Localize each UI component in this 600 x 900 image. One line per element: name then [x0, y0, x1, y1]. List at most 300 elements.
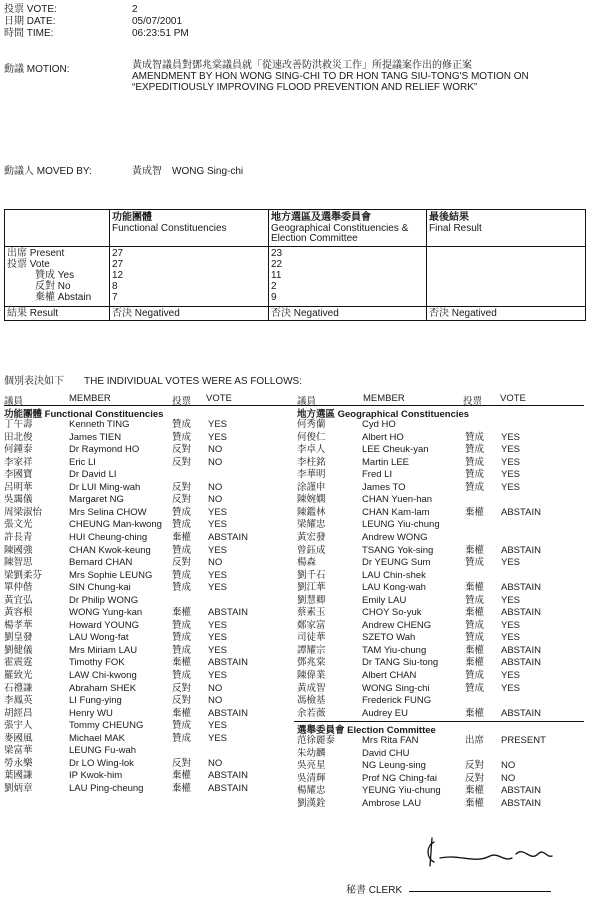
date-value: 05/07/2001: [132, 16, 183, 27]
gc-yes: 11: [271, 270, 282, 281]
member-name: LEUNG Fu-wah: [69, 745, 137, 757]
member-name-zh: 何秀蘭: [297, 419, 326, 430]
vote-zh: 贊成: [172, 632, 192, 644]
member-name-zh: 丁午壽: [4, 419, 33, 430]
election-vote-row: [297, 785, 587, 796]
member-name: Mrs Rita FAN: [362, 735, 419, 746]
vote-en: YES: [208, 519, 228, 531]
vote-zh: 贊成: [172, 720, 192, 732]
fc-result: 否決 Negatived: [112, 308, 180, 319]
col-gc-zh: 地方選區及選舉委員會: [271, 212, 371, 223]
geographical-vote-row: [297, 494, 587, 505]
geographical-vote-row: [297, 595, 587, 606]
member-name-zh: 黃容根: [4, 607, 33, 619]
functional-vote-row: [4, 432, 294, 443]
functional-vote-row: [4, 708, 294, 719]
election-vote-row: [297, 735, 587, 746]
vote-zh: 贊成: [172, 431, 192, 443]
geographical-vote-row: [297, 582, 587, 593]
vote-zh: 贊成: [172, 569, 192, 581]
vote-en: YES: [208, 670, 228, 681]
vote-en: ABSTAIN: [501, 607, 541, 619]
geographical-vote-row: [297, 657, 587, 668]
member-name: LAU Chin-shek: [362, 569, 426, 581]
vote-zh: 贊成: [465, 456, 485, 468]
vote-en: ABSTAIN: [208, 607, 248, 619]
member-name-zh: 蔡素玉: [297, 607, 326, 619]
motion-text-en-1: AMENDMENT BY HON WONG SING-CHI TO DR HON TANG SIU-TONG'S MOTION ON: [132, 71, 529, 82]
vote-zh: 贊成: [172, 419, 192, 430]
geographical-vote-row: [297, 683, 587, 694]
member-name-zh: 余若薇: [297, 707, 326, 719]
vote-zh: 棄權: [465, 582, 485, 594]
member-name-zh: 楊森: [297, 557, 317, 569]
functional-vote-row: [4, 620, 294, 631]
member-name-zh: 張宇人: [4, 720, 33, 732]
clerk-signature-line: [409, 891, 551, 892]
member-name: LAU Ping-cheung: [69, 782, 144, 794]
member-name: Timothy FOK: [69, 657, 125, 669]
member-name: Fred LI: [362, 469, 393, 481]
member-name-zh: 許長青: [4, 531, 33, 543]
member-name-zh: 范徐麗泰: [297, 735, 336, 746]
member-name: Albert HO: [362, 431, 404, 443]
member-name: Kenneth TING: [69, 419, 130, 430]
member-name-zh: 李國寶: [4, 469, 33, 481]
clerk-signature: [420, 828, 580, 876]
geographical-vote-row: [297, 419, 587, 430]
vote-en: YES: [501, 682, 521, 694]
vote-zh: 反對: [172, 494, 192, 506]
vote-zh: 贊成: [465, 431, 485, 443]
geographical-vote-row: [297, 482, 587, 493]
vote-en: NO: [208, 682, 223, 694]
functional-vote-row: [4, 783, 294, 794]
election-vote-row: [297, 760, 587, 771]
member-name: Emily LAU: [362, 594, 407, 606]
functional-vote-row: [4, 745, 294, 756]
member-name: WONG Sing-chi: [362, 682, 430, 694]
fc-abstain: 7: [112, 292, 118, 303]
vote-zh: 棄權: [172, 531, 192, 543]
vote-en: NO: [208, 695, 223, 707]
member-name-zh: 勞永樂: [4, 757, 33, 769]
member-name-zh: 劉江華: [297, 582, 326, 594]
member-name: Howard YOUNG: [69, 619, 140, 631]
vote-en: YES: [501, 481, 521, 493]
right-col-member-header: MEMBER: [363, 393, 405, 404]
vote-zh: 棄權: [465, 785, 485, 797]
member-name: CHEUNG Man-kwong: [69, 519, 162, 531]
motion-label: 動議 MOTION:: [4, 64, 70, 75]
member-name-zh: 劉皇發: [4, 632, 33, 644]
gc-result: 否決 Negatived: [271, 308, 339, 319]
member-name: TSANG Yok-sing: [362, 544, 434, 556]
member-name: SIN Chung-kai: [69, 582, 131, 594]
row-no-label: 反對 No: [35, 281, 71, 292]
col-fc-zh: 功能團體: [112, 212, 152, 223]
member-name: Abraham SHEK: [69, 682, 137, 694]
member-name-zh: 吳清輝: [297, 772, 326, 784]
vote-zh: 反對: [172, 481, 192, 493]
geographical-vote-row: [297, 695, 587, 706]
fc-yes: 12: [112, 270, 124, 281]
right-col-vote-en-header: VOTE: [500, 393, 526, 404]
vote-en: ABSTAIN: [208, 782, 248, 794]
geographical-vote-row: [297, 570, 587, 581]
functional-vote-row: [4, 770, 294, 781]
vote-en: YES: [501, 619, 521, 631]
member-name: LI Fung-ying: [69, 695, 122, 707]
vote-en: YES: [208, 644, 228, 656]
vote-zh: 反對: [465, 760, 485, 772]
member-name: CHAN Yuen-han: [362, 494, 433, 506]
member-name-zh: 陳智思: [4, 557, 33, 569]
geographical-vote-row: [297, 645, 587, 656]
vote-zh: 棄權: [465, 657, 485, 669]
vote-zh: 贊成: [465, 670, 485, 681]
member-name-zh: 劉漢銓: [297, 797, 326, 809]
member-name-zh: 李鳳英: [4, 695, 33, 707]
vote-en: ABSTAIN: [501, 785, 541, 797]
geographical-vote-row: [297, 607, 587, 618]
functional-vote-row: [4, 457, 294, 468]
geographical-vote-row: [297, 708, 587, 719]
gc-abstain: 9: [271, 292, 277, 303]
member-name: Audrey EU: [362, 707, 408, 719]
functional-vote-row: [4, 482, 294, 493]
fc-present: 27: [112, 248, 124, 259]
left-col-name-header: 議員: [4, 396, 24, 407]
election-vote-row: [297, 773, 587, 784]
geographical-vote-row: [297, 507, 587, 518]
member-name-zh: 羅致光: [4, 670, 33, 681]
vote-en: YES: [208, 419, 228, 430]
vote-en: YES: [501, 594, 521, 606]
member-name: YEUNG Yiu-chung: [362, 785, 441, 797]
fc-no: 8: [112, 281, 118, 292]
vote-en: ABSTAIN: [208, 531, 248, 543]
functional-vote-row: [4, 695, 294, 706]
member-name: LAU Wong-fat: [69, 632, 129, 644]
member-name-zh: 黃宏發: [297, 531, 326, 543]
member-name-zh: 吳靄儀: [4, 494, 33, 506]
col-final-zh: 最後結果: [429, 212, 469, 223]
member-name: LEE Cheuk-yan: [362, 444, 429, 456]
member-name-zh: 陳鑑林: [297, 506, 326, 518]
member-name: LEUNG Yiu-chung: [362, 519, 440, 531]
vote-number-label: 投票 VOTE:: [4, 4, 57, 15]
member-name-zh: 單仲偕: [4, 582, 33, 594]
row-yes-label: 贊成 Yes: [35, 270, 75, 281]
motion-text: [132, 60, 592, 93]
functional-vote-row: [4, 632, 294, 643]
motion-text-en-2: “EXPEDITIOUSLY IMPROVING FLOOD PREVENTION AND RELIEF WORK”: [132, 82, 478, 93]
member-name: James TIEN: [69, 431, 122, 443]
functional-vote-row: [4, 683, 294, 694]
vote-zh: 棄權: [465, 644, 485, 656]
member-name: Eric LI: [69, 456, 96, 468]
vote-en: NO: [501, 760, 516, 772]
vote-en: YES: [501, 456, 521, 468]
individual-votes-intro: 個別表決如下 THE INDIVIDUAL VOTES WERE AS FOLLOWS:: [4, 376, 303, 387]
vote-zh: 贊成: [172, 519, 192, 531]
vote-en: ABSTAIN: [501, 506, 541, 518]
member-name-zh: 梁富華: [4, 745, 33, 757]
col-gc-en-2: Election Committee: [271, 233, 358, 244]
geographical-section-label: 地方選區 Geographical Constituencies: [297, 409, 470, 420]
vote-en: YES: [208, 569, 228, 581]
member-name-zh: 劉千石: [297, 569, 326, 581]
member-name: CHOY So-yuk: [362, 607, 422, 619]
functional-vote-row: [4, 582, 294, 593]
member-name: CHAN Kwok-keung: [69, 544, 151, 556]
member-name: Dr Philip WONG: [69, 594, 139, 606]
vote-en: NO: [208, 494, 223, 506]
geographical-vote-row: [297, 432, 587, 443]
member-name-zh: 朱幼麟: [297, 747, 326, 759]
member-name-zh: 李家祥: [4, 456, 33, 468]
vote-zh: 棄權: [172, 770, 192, 782]
vote-zh: 反對: [465, 772, 485, 784]
member-name-zh: 何鍾泰: [4, 444, 33, 456]
member-name: SZETO Wah: [362, 632, 416, 644]
functional-vote-row: [4, 469, 294, 480]
col-gc-en-1: Geographical Constituencies &: [271, 223, 409, 234]
member-name: LAW Chi-kwong: [69, 670, 137, 681]
vote-en: ABSTAIN: [501, 544, 541, 556]
functional-vote-row: [4, 519, 294, 530]
vote-en: ABSTAIN: [501, 644, 541, 656]
vote-en: YES: [501, 431, 521, 443]
member-name: HUI Cheung-ching: [69, 531, 148, 543]
vote-zh: 反對: [172, 757, 192, 769]
functional-vote-row: [4, 595, 294, 606]
member-name-zh: 劉慧卿: [297, 594, 326, 606]
member-name-zh: 田北俊: [4, 431, 33, 443]
functional-vote-row: [4, 419, 294, 430]
moved-by-value: 黃成智 WONG Sing-chi: [132, 166, 244, 177]
vote-en: YES: [208, 732, 228, 744]
vote-zh: 棄權: [172, 707, 192, 719]
member-name-zh: 楊耀忠: [297, 785, 326, 797]
vote-en: ABSTAIN: [208, 707, 248, 719]
member-name: Dr Raymond HO: [69, 444, 140, 456]
functional-vote-row: [4, 507, 294, 518]
member-name: Tommy CHEUNG: [69, 720, 144, 732]
left-col-vote-en-header: VOTE: [206, 393, 232, 404]
vote-en: ABSTAIN: [208, 657, 248, 669]
member-name: WONG Yung-kan: [69, 607, 143, 619]
functional-vote-row: [4, 494, 294, 505]
member-name-zh: 黃成智: [297, 682, 326, 694]
col-final-en: Final Result: [429, 223, 482, 234]
vote-en: NO: [208, 557, 223, 569]
member-name: TAM Yiu-chung: [362, 644, 427, 656]
member-name: Prof NG Ching-fai: [362, 772, 437, 784]
member-name-zh: 涂謹申: [297, 481, 326, 493]
member-name-zh: 周梁淑怡: [4, 506, 43, 518]
member-name: Mrs Selina CHOW: [69, 506, 147, 518]
member-name-zh: 譚耀宗: [297, 644, 326, 656]
member-name-zh: 葉國謙: [4, 770, 33, 782]
vote-zh: 棄權: [465, 506, 485, 518]
functional-vote-row: [4, 733, 294, 744]
col-fc-en: Functional Constituencies: [112, 223, 227, 234]
functional-vote-row: [4, 607, 294, 618]
member-name-zh: 鄭家富: [297, 619, 326, 631]
vote-zh: 反對: [172, 456, 192, 468]
member-name-zh: 李卓人: [297, 444, 326, 456]
member-name: Ambrose LAU: [362, 797, 422, 809]
member-name: Mrs Sophie LEUNG: [69, 569, 153, 581]
vote-zh: 反對: [172, 682, 192, 694]
functional-vote-row: [4, 532, 294, 543]
member-name: CHAN Kam-lam: [362, 506, 430, 518]
clerk-label: 秘書 CLERK: [346, 885, 403, 896]
member-name-zh: 陳婉嫻: [297, 494, 326, 506]
vote-zh: 贊成: [465, 619, 485, 631]
vote-zh: 反對: [172, 557, 192, 569]
member-name: Martin LEE: [362, 456, 409, 468]
vote-zh: 棄權: [465, 707, 485, 719]
member-name-zh: 何俊仁: [297, 431, 326, 443]
member-name-zh: 陳偉業: [297, 670, 326, 681]
vote-zh: 出席: [465, 735, 485, 746]
vote-zh: 贊成: [172, 732, 192, 744]
vote-en: YES: [501, 632, 521, 644]
geographical-vote-row: [297, 632, 587, 643]
member-name-zh: 楊孝華: [4, 619, 33, 631]
row-vote-label: 投票 Vote: [7, 259, 50, 270]
right-col-name-header: 議員: [297, 396, 317, 407]
member-name-zh: 鄧兆棠: [297, 657, 326, 669]
member-name: LAU Kong-wah: [362, 582, 426, 594]
vote-en: ABSTAIN: [501, 797, 541, 809]
functional-section-label: 功能團體 Functional Constituencies: [4, 409, 164, 420]
member-name-zh: 李柱銘: [297, 456, 326, 468]
member-name-zh: 李華明: [297, 469, 326, 481]
geographical-vote-row: [297, 670, 587, 681]
geographical-vote-row: [297, 469, 587, 480]
election-vote-row: [297, 798, 587, 809]
time-label: 時間 TIME:: [4, 28, 54, 39]
date-label: 日期 DATE:: [4, 16, 56, 27]
functional-vote-row: [4, 758, 294, 769]
geographical-vote-row: [297, 457, 587, 468]
vote-zh: 贊成: [465, 594, 485, 606]
functional-vote-row: [4, 557, 294, 568]
time-value: 06:23:51 PM: [132, 28, 189, 39]
member-name: Albert CHAN: [362, 670, 417, 681]
member-name-zh: 司徒華: [297, 632, 326, 644]
summary-table: [4, 209, 586, 321]
vote-en: YES: [208, 582, 228, 594]
vote-en: ABSTAIN: [501, 707, 541, 719]
election-vote-row: [297, 748, 587, 759]
gc-no: 2: [271, 281, 277, 292]
vote-zh: 贊成: [172, 619, 192, 631]
vote-en: YES: [208, 632, 228, 644]
geographical-vote-row: [297, 545, 587, 556]
member-name: Cyd HO: [362, 419, 396, 430]
member-name-zh: 呂明華: [4, 481, 33, 493]
member-name: IP Kwok-him: [69, 770, 123, 782]
vote-en: PRESENT: [501, 735, 546, 746]
member-name: Bernard CHAN: [69, 557, 133, 569]
motion-text-zh: 黃成智議員對鄧兆棠議員就「從速改善防洪救災工作」所提議案作出的修正案: [132, 60, 472, 71]
vote-en: NO: [208, 481, 223, 493]
election-section-label: 選舉委員會 Election Committee: [297, 725, 436, 736]
geographical-vote-row: [297, 620, 587, 631]
functional-vote-row: [4, 657, 294, 668]
left-col-member-header: MEMBER: [69, 393, 111, 404]
fc-vote: 27: [112, 259, 124, 270]
member-name-zh: 馮檢基: [297, 695, 326, 707]
member-name-zh: 胡經昌: [4, 707, 33, 719]
row-result-label: 結果 Result: [7, 308, 59, 319]
vote-en: YES: [208, 431, 228, 443]
gc-vote: 22: [271, 259, 283, 270]
vote-en: YES: [208, 544, 228, 556]
vote-en: ABSTAIN: [501, 582, 541, 594]
vote-en: YES: [501, 469, 521, 481]
functional-vote-row: [4, 670, 294, 681]
member-name: Henry WU: [69, 707, 113, 719]
vote-en: YES: [208, 506, 228, 518]
vote-en: ABSTAIN: [501, 657, 541, 669]
functional-vote-row: [4, 570, 294, 581]
geographical-vote-row: [297, 532, 587, 543]
functional-vote-row: [4, 720, 294, 731]
vote-en: YES: [208, 619, 228, 631]
member-name-zh: 麥國風: [4, 732, 33, 744]
member-name-zh: 梁劉柔芬: [4, 569, 43, 581]
member-name: Frederick FUNG: [362, 695, 432, 707]
member-name: Dr David LI: [69, 469, 117, 481]
vote-zh: 贊成: [465, 444, 485, 456]
vote-zh: 贊成: [465, 469, 485, 481]
vote-en: NO: [501, 772, 516, 784]
vote-en: NO: [208, 456, 223, 468]
member-name: Mrs Miriam LAU: [69, 644, 138, 656]
member-name-zh: 梁耀忠: [297, 519, 326, 531]
vote-en: NO: [208, 757, 223, 769]
member-name: Andrew WONG: [362, 531, 428, 543]
vote-zh: 棄權: [172, 607, 192, 619]
vote-zh: 贊成: [172, 544, 192, 556]
member-name: NG Leung-sing: [362, 760, 426, 772]
member-name: Dr LO Wing-lok: [69, 757, 134, 769]
member-name-zh: 張文光: [4, 519, 33, 531]
functional-vote-row: [4, 545, 294, 556]
geographical-vote-row: [297, 444, 587, 455]
left-col-vote-zh-header: 投票: [172, 396, 192, 407]
functional-vote-row: [4, 444, 294, 455]
geographical-vote-row: [297, 557, 587, 568]
vote-zh: 贊成: [172, 506, 192, 518]
final-result: 否決 Negatived: [429, 308, 497, 319]
vote-zh: 贊成: [465, 632, 485, 644]
vote-zh: 贊成: [465, 682, 485, 694]
member-name: Dr YEUNG Sum: [362, 557, 431, 569]
member-name: James TO: [362, 481, 406, 493]
vote-zh: 贊成: [172, 670, 192, 681]
vote-zh: 贊成: [172, 644, 192, 656]
member-name: David CHU: [362, 747, 410, 759]
vote-zh: 棄權: [172, 782, 192, 794]
geographical-vote-row: [297, 519, 587, 530]
